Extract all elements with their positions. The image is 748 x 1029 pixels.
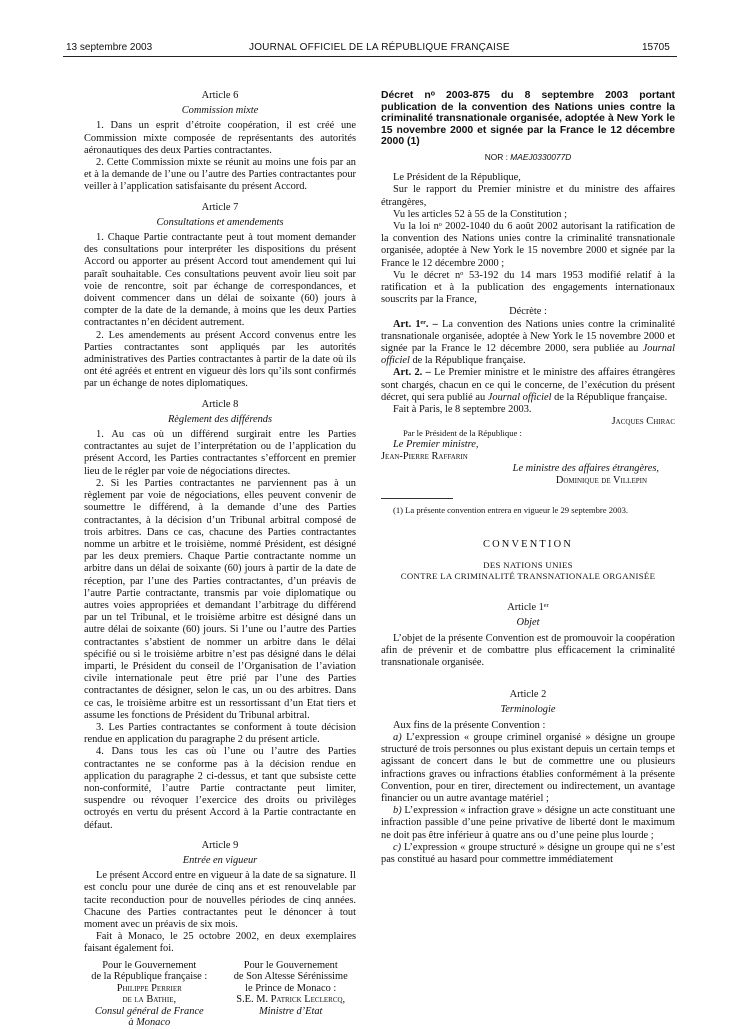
header-rule bbox=[63, 56, 677, 57]
header-page-number: 15705 bbox=[642, 42, 670, 53]
decree-preamble-5: Vu le décret nᵒ 53-192 du 14 mars 1953 modifié relatif à la ratification et à la publication des engagements internationaux souscrits par la France, bbox=[381, 269, 675, 306]
signature-france-place: à Monaco bbox=[128, 1017, 171, 1029]
article-9-subtitle: Entrée en vigueur bbox=[182, 854, 258, 866]
convention-article-2-title: Article 2 bbox=[509, 689, 547, 701]
decree-article-1-label: Art. 1ᵉʳ. – bbox=[393, 318, 438, 330]
article-6-subtitle: Commission mixte bbox=[181, 105, 259, 117]
decree-article-2-journal: Journal officiel bbox=[487, 391, 552, 403]
article-7-title: Article 7 bbox=[201, 201, 239, 213]
item-c-label: c) bbox=[393, 841, 402, 853]
convention-article-2-b bbox=[381, 805, 675, 842]
decree-fait: Fait à Paris, le 8 septembre 2003. bbox=[393, 404, 532, 416]
signature-france-line-2: de la République française : bbox=[91, 971, 208, 983]
decree-article-2-label: Art. 2. – bbox=[393, 367, 431, 379]
nor-label: NOR : bbox=[484, 151, 508, 162]
article-9-para-2: Fait à Monaco, le 25 octobre 2002, en deux exemplaires faisant également foi. bbox=[84, 931, 356, 955]
article-8-para-1: 1. Au cas où un différend surgirait entre les Parties contractantes au sujet de l’interprétation ou de l’application du présent Accord, les Parties contractantes s’efforcent en premier lieu de le régler par voie de négociations directes. bbox=[84, 429, 356, 477]
signature-france-line-1: Pour le Gouvernement bbox=[102, 959, 197, 971]
convention-subheading-1: DES NATIONS UNIES bbox=[483, 560, 573, 571]
signature-france-name: Philippe Perrier bbox=[116, 982, 182, 994]
article-8-para-2: 2. Si les Parties contractantes ne parviennent pas à un règlement par voie de négociations, elles peuvent convenir de soumettre le différend, à la demande d’une des Parties contractantes, à la décision d’un Tribunal arbitral composé de trois arbitres. Dans ce cas, chacune des Parties contractantes nomme un arbitre et le troisième, nommé Président, est désigné par les deux premiers. Chaque Partie contractante nomme un arbitre dans un délai de soixante (60) jours à partir de la date de réception, par l’une des Parties contractantes, d’un préavis de l’autre Partie contractante, transmis par voie diplomatique ou autres voies appropriées et demandant l’arbitrage du différend par un tel Tribunal, et le troisième arbitre est désigné dans un autre délai de soixante (60) jours. Si l’une ou l’autre des Parties contractantes s’abstient de nommer un arbitre dans le délai spécifié ou si le troisième arbitre n’est pas désigné dans le délai imparti, le Président du conseil de l’Organisation de l’aviation civile internationale peut être prié par l’une des Parties contractantes de désigner, selon le cas, un ou des arbitres. Dans ce cas, le troisième arbitre est un ressortissant d’un Etat tiers et assume les fonctions de Président du Tribunal arbitral. bbox=[84, 477, 356, 721]
decree-article-1-journal: Journal officiel bbox=[381, 343, 675, 367]
signature-monaco-name: S.E. M. Patrick Leclercq, bbox=[236, 994, 346, 1006]
right-column bbox=[381, 90, 675, 866]
ministre-ae-title: Le ministre des affaires étrangères, bbox=[512, 463, 659, 475]
ministre-ae-name: Dominique de Villepin bbox=[555, 475, 647, 487]
nor-reference bbox=[381, 151, 675, 163]
article-7-subtitle: Consultations et amendements bbox=[156, 216, 284, 228]
decree-preamble-2: Sur le rapport du Premier ministre et du ministre des affaires étrangères, bbox=[381, 184, 675, 208]
item-c-text: L’expression « groupe structuré » désigne un groupe qui ne s’est pas constitué au hasard pour commettre immédiatement bbox=[381, 841, 675, 865]
article-7-para-2: 2. Les amendements au présent Accord convenus entre les Parties contractantes sont appliqués par les autorités administratives des Parties contractantes à partir de la date où ils ont été agréés et entrent en vigueur dès lors qu’ils sont confirmés par un échange de notes diplomatiques. bbox=[84, 329, 356, 390]
decree-decrete: Décrète : bbox=[509, 306, 547, 318]
decree-article-1 bbox=[381, 319, 675, 368]
signature-monaco-role: Ministre d’Etat bbox=[259, 1005, 323, 1017]
header-date: 13 septembre 2003 bbox=[66, 42, 153, 53]
article-8-para-3: 3. Les Parties contractantes se conforment à toute décision rendue en application du paragraphe 2 du présent article. bbox=[84, 721, 356, 746]
accord-signatures bbox=[84, 960, 356, 1029]
item-b-text: L’expression « infraction grave » désigne un acte constituant une infraction passible d’une peine privative de liberté dont le maximum ne doit pas être inférieur à quatre ans ou d’une peine plus lourde ; bbox=[381, 805, 675, 841]
article-9-para-1: Le présent Accord entre en vigueur à la date de sa signature. Il est conclu pour une durée de cinq ans et est renouvelable par tacite reconduction pour de nouvelles périodes de cinq années. Chacune des Parties contractantes peut le dénoncer à tout moment avec un préavis de six mois. bbox=[84, 870, 356, 930]
article-6-para-1: 1. Dans un esprit d’étroite coopération, il est créé une Commission mixte composée de représentants des autorités aéronautiques des deux Parties contractantes. bbox=[84, 120, 356, 156]
article-8-para-4: 4. Dans tous les cas où l’une ou l’autre des Parties contractantes ne se conforme pas à la décision rendue en application du paragraphe 2 ci-dessus, et tant que subsiste cette non-conformité, l’autre Partie contractante peut limiter, suspendre ou révoquer l’exercice des droits ou privilèges octroyés en vertu du présent Accord à la Partie contractante en défaut. bbox=[84, 746, 356, 831]
left-column bbox=[84, 90, 356, 1029]
signature-chirac: Jacques Chirac bbox=[611, 416, 675, 428]
decree-article-2-text-b: de la République française. bbox=[554, 391, 668, 403]
decree-preamble-1: Le Président de la République, bbox=[393, 172, 521, 184]
item-a-label: a) bbox=[393, 731, 402, 743]
convention-article-2-c bbox=[381, 842, 675, 866]
nor-code: MAEJ0330077D bbox=[510, 151, 572, 162]
article-7-para-1: 1. Chaque Partie contractante peut à tout moment demander des consultations pour interpréter les dispositions du présent Accord ou apporter au présent Accord tout amendement qui lui paraît souhaitable. Ces consultations peuvent avoir lieu soit par voie de rencontre, soit par échange de correspondances, et doivent commencer dans un délai de soixante (60) jours à compter de la date de la demande, à moins que les deux Parties contractantes n’en décident autrement. bbox=[84, 232, 356, 329]
item-a-text: L’expression « groupe criminel organisé » désigne un groupe structuré de trois personnes ou plus existant depuis un certain temps et agissant de concert dans le but de commettre une ou plusieurs infractions graves ou infractions établies conformément à la présente Convention, pour en tirer, directement ou indirectement, un avantage financier ou un autre avantage matériel ; bbox=[381, 731, 675, 804]
convention-article-2-subtitle: Terminologie bbox=[500, 704, 556, 716]
article-8-subtitle: Règlement des différends bbox=[167, 413, 273, 425]
signature-monaco-line-1: Pour le Gouvernement bbox=[243, 959, 338, 971]
premier-ministre-name: Jean-Pierre Raffarin bbox=[381, 451, 468, 463]
article-6-para-2: 2. Cette Commission mixte se réunit au moins une fois par an et à la demande de l’une ou l’autre des Parties contractantes pour veiller à l’application satisfaisante du présent Accord. bbox=[84, 157, 356, 193]
decree-article-2-text-a: Le Premier ministre et le ministre des affaires étrangères sont chargés, chacun en ce qui le concerne, de l’exécution du présent décret, qui sera publié au bbox=[381, 367, 675, 403]
signature-monaco-line-2: de Son Altesse Sérénissime bbox=[233, 971, 348, 983]
item-b-label: b) bbox=[393, 805, 402, 817]
decree-article-1-text-b: de la République française. bbox=[412, 355, 526, 367]
decree-article-1-text-a: La convention des Nations unies contre la criminalité transnationale organisée, adoptée à New York le 15 novembre 2000 et signée par la France le 12 décembre 2000, sera publiée au bbox=[381, 318, 675, 355]
signature-monaco bbox=[225, 960, 356, 1029]
decree-title: Décret nᵒ 2003-875 du 8 septembre 2003 portant publication de la convention des Nations unies contre la criminalité transnationale organisée, adoptée à New York le 15 novembre 2000 et signée par la France le 12 décembre 2000 (1) bbox=[381, 90, 675, 148]
signature-monaco-line-3: le Prince de Monaco : bbox=[245, 982, 337, 994]
convention-article-1-title: Article 1ᵉʳ bbox=[507, 602, 549, 614]
decree-preamble-4: Vu la loi nᵒ 2002-1040 du 6 août 2002 autorisant la ratification de la convention des Nations unies contre la criminalité transnationale organisée, adoptée à New York le 15 novembre 2000 et signée par la France le 12 décembre 2000 ; bbox=[381, 220, 675, 269]
footnote-rule bbox=[381, 498, 453, 499]
convention-subheading-2: CONTRE LA CRIMINALITÉ TRANSNATIONALE ORGANISÉE bbox=[400, 571, 656, 582]
premier-ministre-title: Le Premier ministre, bbox=[393, 438, 479, 450]
footnote: (1) La présente convention entrera en vigueur le 29 septembre 2003. bbox=[393, 504, 629, 515]
header-journal-title: JOURNAL OFFICIEL DE LA RÉPUBLIQUE FRANÇAISE bbox=[249, 42, 510, 53]
convention-article-2-a bbox=[381, 732, 675, 805]
decree-preamble-3: Vu les articles 52 à 55 de la Constitution ; bbox=[393, 208, 567, 220]
decree-article-2 bbox=[381, 367, 675, 404]
signature-france bbox=[84, 960, 215, 1029]
signature-france-role: Consul général de France bbox=[94, 1005, 204, 1017]
signature-france-name-2: de la Bathie, bbox=[122, 994, 177, 1006]
article-9-title: Article 9 bbox=[201, 839, 239, 851]
article-8-title: Article 8 bbox=[201, 398, 239, 410]
article-6-title: Article 6 bbox=[201, 90, 239, 101]
par-le-president: Par le Président de la République : bbox=[403, 428, 522, 439]
page-header bbox=[0, 0, 748, 70]
convention-article-1-text: L’objet de la présente Convention est de promouvoir la coopération afin de prévenir et de combattre plus efficacement la criminalité transnationale organisée. bbox=[381, 632, 675, 669]
convention-heading: CONVENTION bbox=[482, 539, 574, 551]
convention-article-1-subtitle: Objet bbox=[516, 617, 540, 629]
convention-article-2-intro: Aux fins de la présente Convention : bbox=[393, 719, 546, 731]
